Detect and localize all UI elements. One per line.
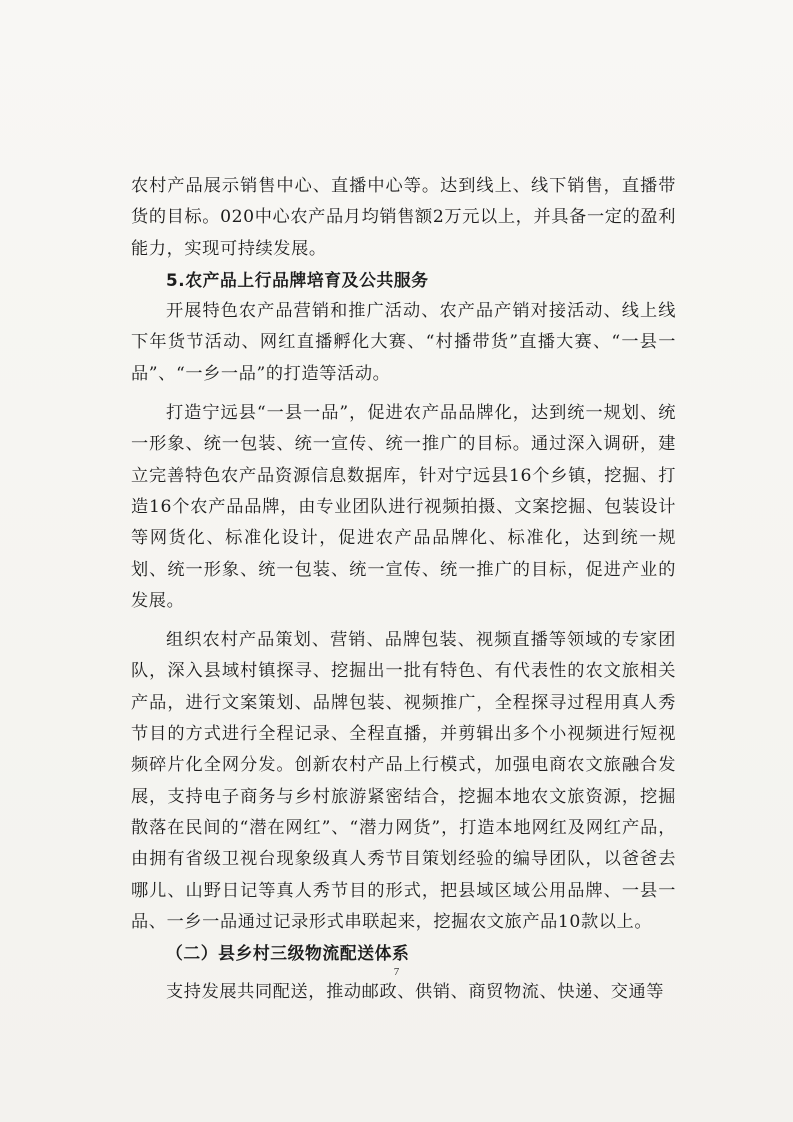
paragraph: 打造宁远县“一县一品”，促进农产品品牌化，达到统一规划、统一形象、统一包装、统一宣传、统一推广的目标。通过深入调研，建立完善特色农产品资源信息数据库，针对宁远县16个乡镇，挖掘、打造16个农产品品牌，由专业团队进行视频拍摄、文案挖掘、包装设计等网货化、标准化设计，促进农产品品牌化、标准化，达到统一规划、统一形象、统一包装、统一宣传、统一推广的目标，促进产业的发展。 — [131, 403, 676, 611]
section-heading: 5.农产品上行品牌培育及公共服务 — [166, 269, 429, 290]
paragraph: 开展特色农产品营销和推广活动、农产品产销对接活动、线上线下年货节活动、网红直播孵化大赛、“村播带货”直播大赛、“一县一品”、“一乡一品”的打造等活动。 — [131, 301, 676, 384]
paragraph: 支持发展共同配送，推动邮政、供销、商贸物流、快递、交通等 — [166, 982, 665, 1003]
section-heading: （二）县乡村三级物流配送体系 — [166, 943, 410, 964]
page-number: 7 — [393, 966, 400, 978]
paragraph: 组织农村产品策划、营销、品牌包装、视频直播等领域的专家团队，深入县域村镇探寻、挖掘出一批有特色、有代表性的农文旅相关产品，进行文案策划、品牌包装、视频推广，全程探寻过程用真人秀节目的方式进行全程记录、全程直播，并剪辑出多个小视频进行短视频碎片化全网分发。创新农村产品上行模式，加强电商农文旅融合发展，支持电子商务与乡村旅游紧密结合，挖掘本地农文旅资源，挖掘散落在民间的“潜在网红”、“潜力网货”，打造本地网红及网红产品，由拥有省级卫视台现象级真人秀节目策划经验的编导团队，以爸爸去哪儿、山野日记等真人秀节目的形式，把县域区域公用品牌、一县一品、一乡一品通过记录形式串联起来，挖掘农文旅产品10款以上。 — [131, 630, 676, 932]
paragraph: 农村产品展示销售中心、直播中心等。达到线上、线下销售，直播带货的目标。020中心农产品月均销售额2万元以上，并具备一定的盈利能力，实现可持续发展。 — [131, 176, 676, 259]
document-body — [131, 171, 676, 1009]
